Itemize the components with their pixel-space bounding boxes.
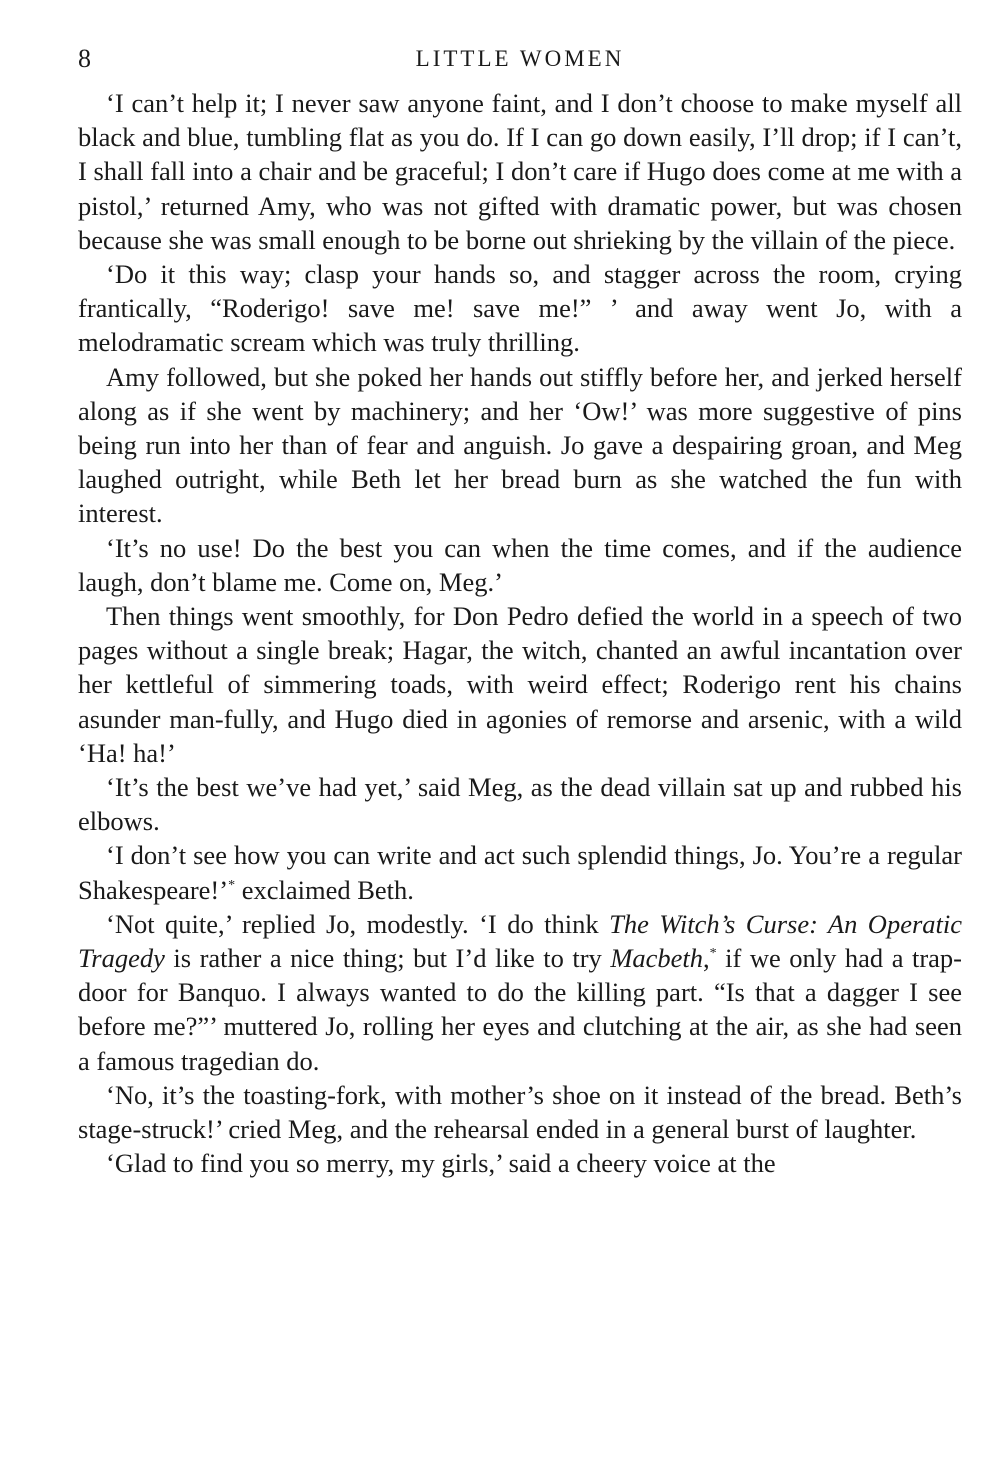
paragraph-amy-follows: Amy followed, but she poked her hands out stiffly before her, and jerked herself along as if she went by machinery; and her ‘Ow!’ was more suggestive of pins being run into her than of fear and anguish. Jo gave a despairing groan, and Meg laughed outright, while Beth let her bread burn as she watched the fun with interest. <box>78 361 962 529</box>
macbeth-tail: if we only had a trap-door for Banquo. I always wanted to do the killing part. “Is that a dagger I see before me?”’ muttered Jo, rolling her eyes and clutching at the air, as she had seen a famous tragedian do. <box>78 943 963 1076</box>
paragraph-macbeth <box>78 907 962 1078</box>
footnote-marker: * <box>228 877 236 893</box>
paragraph-cheery-voice: ‘Glad to find you so merry, my girls,’ said a cheery voice at the <box>106 1148 776 1179</box>
running-head <box>78 40 962 78</box>
macbeth-middle: is rather a nice thing; but I’d like to try <box>164 943 611 974</box>
macbeth-lead: ‘Not quite,’ replied Jo, modestly. ‘I do think <box>106 908 610 939</box>
paragraph-toasting-fork: ‘No, it’s the toasting-fork, with mother’s shoe on it instead of the bread. Beth’s stage-struck!’ cried Meg, and the rehearsal ended in a general burst of laughter. <box>78 1079 962 1145</box>
book-page <box>78 40 962 1181</box>
book-title: LITTLE WOMEN <box>415 46 625 71</box>
paragraph-jo-demonstrates: ‘Do it this way; clasp your hands so, and stagger across the room, crying frantically, “Roderigo! save me! save me!” ’ and away went Jo, with a melodramatic scream which was truly thrilling. <box>78 259 962 358</box>
paragraph-best-yet: ‘It’s the best we’ve had yet,’ said Meg, as the dead villain sat up and rubbed his elbows. <box>78 772 962 837</box>
shakespeare-tail: exclaimed Beth. <box>235 874 414 905</box>
footnote-marker: * <box>709 946 717 962</box>
body-text <box>78 86 962 1181</box>
macbeth-comma: , <box>703 943 710 974</box>
paragraph-smooth-rehearsal: Then things went smoothly, for Don Pedro defied the world in a speech of two pages without a single break; Hagar, the witch, chanted an awful incantation over her kettleful of simmering toads, with weird effect; Roderigo rent his chains asunder man-fully, and Hugo died in agonies of remorse and arsenic, with a wild ‘Ha! ha!’ <box>78 601 962 768</box>
paragraph-shakespeare <box>78 838 962 906</box>
paragraph-amy-faint: ‘I can’t help it; I never saw anyone faint, and I don’t choose to make myself all black and blue, tumbling flat as you do. If I can go down easily, I’ll drop; if I can’t, I shall fall into a chair and be graceful; I don’t care if Hugo does come at me with a pistol,’ returned Amy, who was not gifted with dramatic power, but was chosen because she was small enough to be borne out shrieking by the villain of the piece. <box>78 88 962 255</box>
shakespeare-text: ‘I don’t see how you can write and act such splendid things, Jo. You’re a regular Shakespeare!’ <box>78 840 962 905</box>
page-number: 8 <box>78 44 91 73</box>
play-title-witchs-curse: The Witch’s Curse: An Operatic Tragedy <box>78 908 963 974</box>
paragraph-no-use: ‘It’s no use! Do the best you can when the time comes, and if the audience laugh, don’t blame me. Come on, Meg.’ <box>78 532 962 597</box>
play-title-macbeth: Macbeth <box>610 943 704 974</box>
